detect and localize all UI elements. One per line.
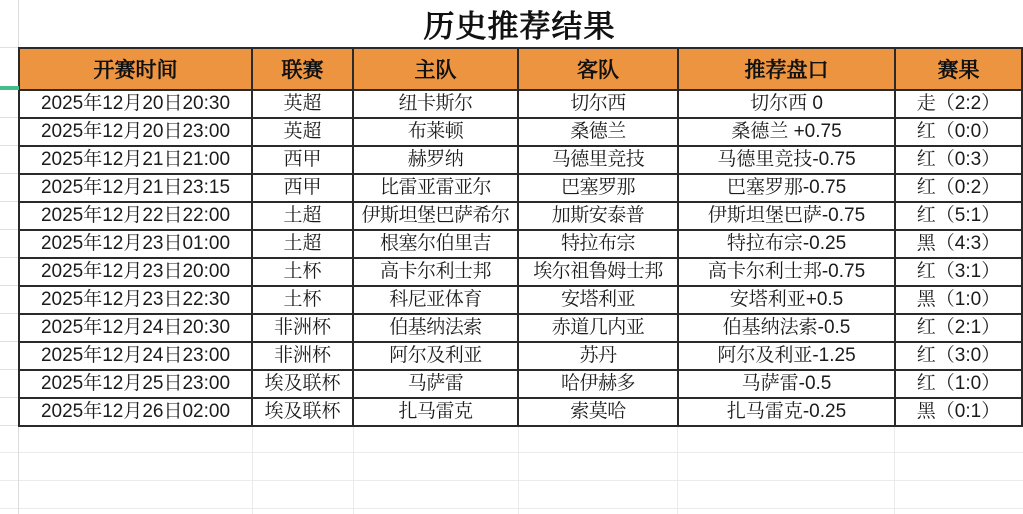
cell-away[interactable]: 桑德兰 [518,118,678,146]
table-row [19,286,1022,314]
gridline-horizontal [0,369,18,370]
table-row [19,370,1022,398]
cell-league[interactable]: 土超 [252,202,353,230]
cell-home[interactable]: 阿尔及利亚 [353,342,518,370]
cell-handicap[interactable]: 特拉布宗-0.25 [678,230,895,258]
table-row [19,174,1022,202]
cell-result[interactable]: 红（3:1） [895,258,1022,286]
table-row [19,146,1022,174]
cell-result[interactable]: 红（1:0） [895,370,1022,398]
cell-home[interactable]: 布莱顿 [353,118,518,146]
table-row [19,314,1022,342]
cell-handicap[interactable]: 伯基纳法索-0.5 [678,314,895,342]
cell-result[interactable]: 红（2:1） [895,314,1022,342]
cell-league[interactable]: 英超 [252,90,353,118]
cell-home[interactable]: 马萨雷 [353,370,518,398]
cell-time[interactable]: 2025年12月23日01:00 [19,230,252,258]
cell-time[interactable]: 2025年12月24日23:00 [19,342,252,370]
gridline-horizontal [0,397,18,398]
table-body [19,90,1022,426]
cell-home[interactable]: 比雷亚雷亚尔 [353,174,518,202]
cell-league[interactable]: 非洲杯 [252,314,353,342]
cell-home[interactable]: 伊斯坦堡巴萨希尔 [353,202,518,230]
cell-time[interactable]: 2025年12月23日22:30 [19,286,252,314]
header-cell-league[interactable]: 联赛 [252,48,353,90]
cell-handicap[interactable]: 阿尔及利亚-1.25 [678,342,895,370]
cell-handicap[interactable]: 巴塞罗那-0.75 [678,174,895,202]
cell-away[interactable]: 特拉布宗 [518,230,678,258]
cell-result[interactable]: 红（5:1） [895,202,1022,230]
gridline-horizontal [0,257,18,258]
cell-away[interactable]: 哈伊赫多 [518,370,678,398]
gridline-horizontal [0,452,1023,453]
cell-handicap[interactable]: 扎马雷克-0.25 [678,398,895,426]
cell-home[interactable]: 扎马雷克 [353,398,518,426]
header-cell-home[interactable]: 主队 [353,48,518,90]
table-row [19,398,1022,426]
cell-away[interactable]: 马德里竞技 [518,146,678,174]
cell-handicap[interactable]: 伊斯坦堡巴萨-0.75 [678,202,895,230]
cell-league[interactable]: 西甲 [252,174,353,202]
cell-handicap[interactable]: 高卡尔利士邦-0.75 [678,258,895,286]
cell-handicap[interactable]: 安塔利亚+0.5 [678,286,895,314]
gridline-horizontal [0,229,18,230]
cell-time[interactable]: 2025年12月23日20:00 [19,258,252,286]
cell-time[interactable]: 2025年12月26日02:00 [19,398,252,426]
cell-home[interactable]: 科尼亚体育 [353,286,518,314]
cell-handicap[interactable]: 马德里竞技-0.75 [678,146,895,174]
cell-time[interactable]: 2025年12月21日23:15 [19,174,252,202]
header-cell-time[interactable]: 开赛时间 [19,48,252,90]
cell-handicap[interactable]: 桑德兰 +0.75 [678,118,895,146]
cell-away[interactable]: 安塔利亚 [518,286,678,314]
gridline-horizontal [0,508,1023,509]
header-cell-result[interactable]: 赛果 [895,48,1022,90]
cell-handicap[interactable]: 马萨雷-0.5 [678,370,895,398]
cell-handicap[interactable]: 切尔西 0 [678,90,895,118]
cell-home[interactable]: 高卡尔利士邦 [353,258,518,286]
cell-result[interactable]: 走（2:2） [895,90,1022,118]
cell-result[interactable]: 红（0:2） [895,174,1022,202]
cell-away[interactable]: 赤道几内亚 [518,314,678,342]
cell-time[interactable]: 2025年12月25日23:00 [19,370,252,398]
gridline-horizontal [0,341,18,342]
gridline-horizontal [0,313,18,314]
cell-result[interactable]: 黑（4:3） [895,230,1022,258]
cell-home[interactable]: 赫罗纳 [353,146,518,174]
cell-league[interactable]: 埃及联杯 [252,370,353,398]
cell-home[interactable]: 纽卡斯尔 [353,90,518,118]
cell-away[interactable]: 切尔西 [518,90,678,118]
table-row [19,230,1022,258]
cell-home[interactable]: 根塞尔伯里吉 [353,230,518,258]
cell-result[interactable]: 红（0:0） [895,118,1022,146]
table-row [19,202,1022,230]
table-row [19,118,1022,146]
cell-league[interactable]: 非洲杯 [252,342,353,370]
cell-result[interactable]: 黑（0:1） [895,398,1022,426]
header-cell-handicap[interactable]: 推荐盘口 [678,48,895,90]
cell-league[interactable]: 埃及联杯 [252,398,353,426]
results-table [18,47,1023,427]
cell-result[interactable]: 红（0:3） [895,146,1022,174]
gridline-vertical [252,425,253,514]
gridline-vertical [677,425,678,514]
page-title[interactable]: 历史推荐结果 [423,9,616,44]
table-row [19,342,1022,370]
cell-league[interactable]: 土杯 [252,286,353,314]
header-cell-away[interactable]: 客队 [518,48,678,90]
cell-result[interactable]: 黑（1:0） [895,286,1022,314]
cell-home[interactable]: 伯基纳法索 [353,314,518,342]
gridline-vertical [894,425,895,514]
gridline-vertical [518,425,519,514]
cell-league[interactable]: 西甲 [252,146,353,174]
cell-away[interactable]: 埃尔祖鲁姆士邦 [518,258,678,286]
table-row [19,258,1022,286]
gridline-horizontal [0,480,1023,481]
gridline-horizontal [0,47,18,48]
cell-time[interactable]: 2025年12月22日22:00 [19,202,252,230]
cell-league[interactable]: 土超 [252,230,353,258]
freeze-pane-indicator [0,86,19,90]
gridline-horizontal [0,285,18,286]
gridline-horizontal [0,425,18,426]
cell-time[interactable]: 2025年12月20日23:00 [19,118,252,146]
cell-away[interactable]: 索莫哈 [518,398,678,426]
cell-league[interactable]: 土杯 [252,258,353,286]
cell-time[interactable]: 2025年12月21日21:00 [19,146,252,174]
cell-away[interactable]: 苏丹 [518,342,678,370]
gridline-vertical [353,425,354,514]
cell-time[interactable]: 2025年12月24日20:30 [19,314,252,342]
cell-result[interactable]: 红（3:0） [895,342,1022,370]
cell-league[interactable]: 英超 [252,118,353,146]
gridline-horizontal [0,145,18,146]
header-row [19,48,1022,90]
cell-away[interactable]: 巴塞罗那 [518,174,678,202]
table-row [19,90,1022,118]
cell-time[interactable]: 2025年12月20日20:30 [19,90,252,118]
cell-away[interactable]: 加斯安泰普 [518,202,678,230]
gridline-horizontal [0,117,18,118]
gridline-horizontal [0,173,18,174]
gridline-horizontal [0,201,18,202]
